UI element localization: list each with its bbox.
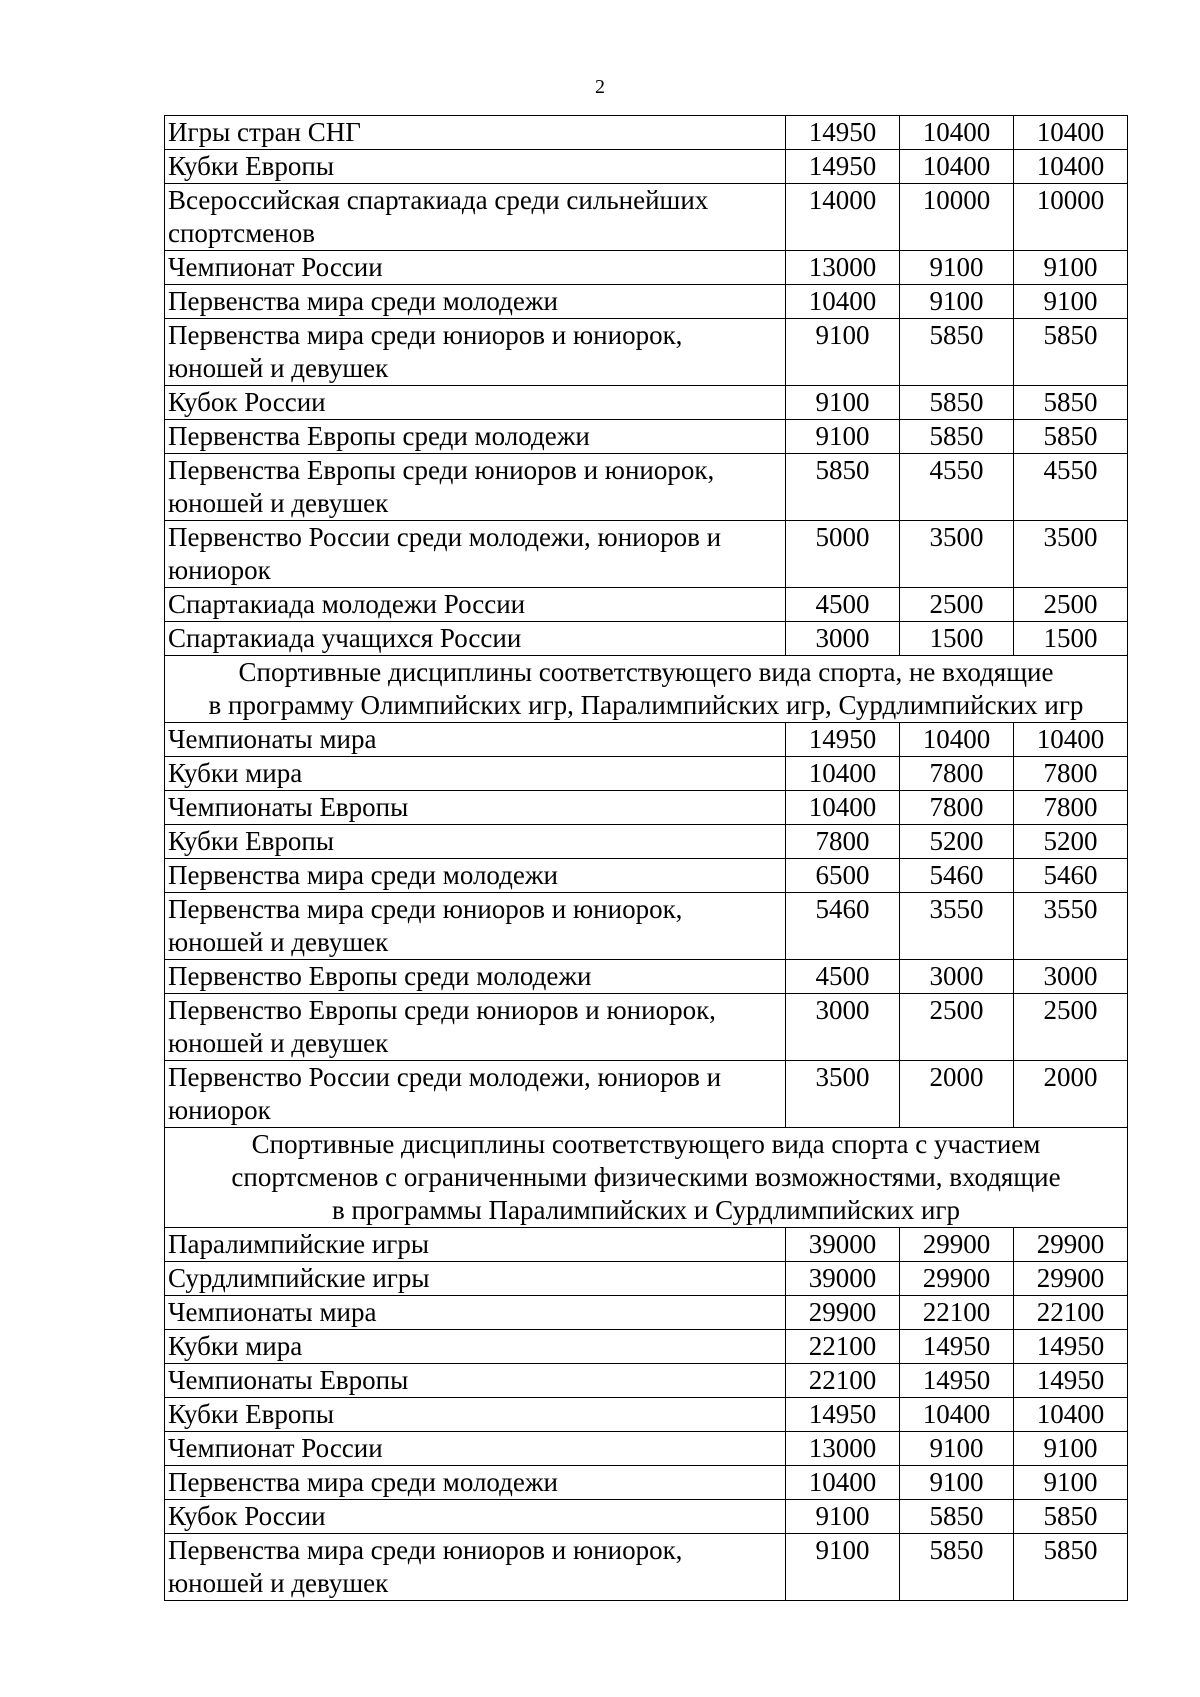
table-row [165, 1466, 1128, 1500]
competition-name-cell: Спартакиада учащихся России [165, 622, 786, 656]
value-cell-1: 4500 [786, 588, 900, 622]
table-row [165, 791, 1128, 825]
value-cell-2: 14950 [900, 1364, 1014, 1398]
competition-name-cell: Первенства мира среди юниоров и юниорок, юношей и девушек [165, 1534, 786, 1601]
competition-name-cell: Кубки мира [165, 1330, 786, 1364]
table-row [165, 285, 1128, 319]
value-cell-3: 9100 [1014, 1466, 1128, 1500]
value-cell-1: 10400 [786, 757, 900, 791]
value-cell-2: 3500 [900, 521, 1014, 588]
table-row [165, 184, 1128, 251]
value-cell-2: 2500 [900, 588, 1014, 622]
value-cell-1: 14950 [786, 1398, 900, 1432]
value-cell-2: 2000 [900, 1061, 1014, 1128]
value-cell-3: 5850 [1014, 1500, 1128, 1534]
value-cell-1: 10400 [786, 285, 900, 319]
table-row [165, 960, 1128, 994]
table-row [165, 454, 1128, 521]
value-cell-1: 22100 [786, 1364, 900, 1398]
value-cell-3: 14950 [1014, 1330, 1128, 1364]
value-cell-3: 5850 [1014, 420, 1128, 454]
value-cell-1: 9100 [786, 386, 900, 420]
value-cell-3: 5200 [1014, 825, 1128, 859]
value-cell-2: 1500 [900, 622, 1014, 656]
competition-name-cell: Спартакиада молодежи России [165, 588, 786, 622]
competition-name-cell: Кубки Европы [165, 825, 786, 859]
value-cell-2: 7800 [900, 791, 1014, 825]
value-cell-3: 10400 [1014, 116, 1128, 150]
competition-name-cell: Первенства мира среди юниоров и юниорок, юношей и девушек [165, 893, 786, 960]
value-cell-2: 10400 [900, 723, 1014, 757]
value-cell-1: 13000 [786, 1432, 900, 1466]
value-cell-2: 10400 [900, 150, 1014, 184]
competition-name-cell: Первенства Европы среди молодежи [165, 420, 786, 454]
value-cell-2: 5850 [900, 420, 1014, 454]
competition-name-cell: Первенство Европы среди молодежи [165, 960, 786, 994]
value-cell-2: 3550 [900, 893, 1014, 960]
section-heading-row [165, 656, 1128, 723]
value-cell-1: 6500 [786, 859, 900, 893]
rates-table [164, 115, 1128, 1601]
value-cell-3: 2500 [1014, 588, 1128, 622]
value-cell-1: 22100 [786, 1330, 900, 1364]
value-cell-2: 5460 [900, 859, 1014, 893]
value-cell-2: 14950 [900, 1330, 1014, 1364]
competition-name-cell: Первенства мира среди молодежи [165, 859, 786, 893]
value-cell-3: 5850 [1014, 386, 1128, 420]
value-cell-1: 3000 [786, 622, 900, 656]
value-cell-1: 39000 [786, 1228, 900, 1262]
section-heading-row [165, 1128, 1128, 1228]
value-cell-3: 10400 [1014, 1398, 1128, 1432]
value-cell-2: 7800 [900, 757, 1014, 791]
value-cell-3: 5850 [1014, 1534, 1128, 1601]
table-row [165, 386, 1128, 420]
competition-name-cell: Первенства Европы среди юниоров и юниорок, юношей и девушек [165, 454, 786, 521]
competition-name-cell: Всероссийская спартакиада среди сильнейших спортсменов [165, 184, 786, 251]
value-cell-1: 5460 [786, 893, 900, 960]
competition-name-cell: Чемпионат России [165, 1432, 786, 1466]
value-cell-1: 13000 [786, 251, 900, 285]
value-cell-3: 5850 [1014, 319, 1128, 386]
competition-name-cell: Сурдлимпийские игры [165, 1262, 786, 1296]
value-cell-3: 29900 [1014, 1262, 1128, 1296]
value-cell-2: 9100 [900, 251, 1014, 285]
value-cell-3: 3500 [1014, 521, 1128, 588]
competition-name-cell: Первенство России среди молодежи, юниоров и юниорок [165, 1061, 786, 1128]
table-row [165, 1364, 1128, 1398]
value-cell-3: 10400 [1014, 723, 1128, 757]
table-row [165, 723, 1128, 757]
table-row [165, 116, 1128, 150]
competition-name-cell: Первенства мира среди молодежи [165, 1466, 786, 1500]
value-cell-2: 29900 [900, 1228, 1014, 1262]
competition-name-cell: Чемпионат России [165, 251, 786, 285]
table-row [165, 757, 1128, 791]
value-cell-2: 5850 [900, 319, 1014, 386]
competition-name-cell: Кубки Европы [165, 150, 786, 184]
value-cell-1: 9100 [786, 1500, 900, 1534]
value-cell-1: 3500 [786, 1061, 900, 1128]
value-cell-3: 29900 [1014, 1228, 1128, 1262]
competition-name-cell: Игры стран СНГ [165, 116, 786, 150]
value-cell-2: 29900 [900, 1262, 1014, 1296]
value-cell-2: 4550 [900, 454, 1014, 521]
value-cell-1: 4500 [786, 960, 900, 994]
value-cell-2: 2500 [900, 994, 1014, 1061]
value-cell-1: 14000 [786, 184, 900, 251]
value-cell-3: 2000 [1014, 1061, 1128, 1128]
value-cell-1: 39000 [786, 1262, 900, 1296]
competition-name-cell: Чемпионаты мира [165, 1296, 786, 1330]
value-cell-3: 1500 [1014, 622, 1128, 656]
value-cell-3: 22100 [1014, 1296, 1128, 1330]
value-cell-3: 14950 [1014, 1364, 1128, 1398]
table-row [165, 1296, 1128, 1330]
value-cell-3: 2500 [1014, 994, 1128, 1061]
value-cell-1: 10400 [786, 791, 900, 825]
competition-name-cell: Первенство России среди молодежи, юниоров и юниорок [165, 521, 786, 588]
value-cell-1: 3000 [786, 994, 900, 1061]
section-heading: Спортивные дисциплины соответствующего вида спорта с участием спортсменов с ограниченными физическими возможностями, входящие в программы Паралимпийских и Сурдлимпийских игр [165, 1128, 1128, 1228]
value-cell-3: 10400 [1014, 150, 1128, 184]
value-cell-3: 3550 [1014, 893, 1128, 960]
value-cell-2: 3000 [900, 960, 1014, 994]
value-cell-2: 5850 [900, 1500, 1014, 1534]
competition-name-cell: Кубок России [165, 386, 786, 420]
competition-name-cell: Паралимпийские игры [165, 1228, 786, 1262]
value-cell-2: 10000 [900, 184, 1014, 251]
table-row [165, 588, 1128, 622]
value-cell-1: 10400 [786, 1466, 900, 1500]
table-row [165, 859, 1128, 893]
value-cell-3: 4550 [1014, 454, 1128, 521]
competition-name-cell: Кубки Европы [165, 1398, 786, 1432]
table-row [165, 893, 1128, 960]
competition-name-cell: Кубок России [165, 1500, 786, 1534]
value-cell-1: 5850 [786, 454, 900, 521]
value-cell-1: 9100 [786, 319, 900, 386]
table-row [165, 1262, 1128, 1296]
competition-name-cell: Чемпионаты Европы [165, 791, 786, 825]
page-number: 2 [595, 76, 605, 98]
table-body [165, 116, 1128, 1601]
value-cell-3: 9100 [1014, 285, 1128, 319]
value-cell-2: 22100 [900, 1296, 1014, 1330]
value-cell-3: 9100 [1014, 251, 1128, 285]
value-cell-3: 3000 [1014, 960, 1128, 994]
value-cell-1: 14950 [786, 116, 900, 150]
table-row [165, 319, 1128, 386]
table-row [165, 622, 1128, 656]
table-row [165, 1534, 1128, 1601]
table-row [165, 994, 1128, 1061]
table-row [165, 1330, 1128, 1364]
value-cell-2: 5850 [900, 1534, 1014, 1601]
table-row [165, 521, 1128, 588]
value-cell-1: 9100 [786, 420, 900, 454]
value-cell-2: 10400 [900, 116, 1014, 150]
table-row [165, 825, 1128, 859]
section-heading: Спортивные дисциплины соответствующего вида спорта, не входящие в программу Олимпийских игр, Паралимпийских игр, Сурдлимпийских игр [165, 656, 1128, 723]
competition-name-cell: Кубки мира [165, 757, 786, 791]
table-row [165, 1500, 1128, 1534]
table-row [165, 1398, 1128, 1432]
value-cell-3: 9100 [1014, 1432, 1128, 1466]
value-cell-2: 9100 [900, 285, 1014, 319]
value-cell-1: 14950 [786, 723, 900, 757]
value-cell-2: 5850 [900, 386, 1014, 420]
value-cell-3: 7800 [1014, 757, 1128, 791]
value-cell-3: 10000 [1014, 184, 1128, 251]
value-cell-1: 29900 [786, 1296, 900, 1330]
table-row [165, 251, 1128, 285]
value-cell-2: 9100 [900, 1466, 1014, 1500]
table-row [165, 1061, 1128, 1128]
value-cell-1: 14950 [786, 150, 900, 184]
competition-name-cell: Чемпионаты Европы [165, 1364, 786, 1398]
value-cell-3: 7800 [1014, 791, 1128, 825]
table-row [165, 150, 1128, 184]
value-cell-3: 5460 [1014, 859, 1128, 893]
table-row [165, 1432, 1128, 1466]
competition-name-cell: Чемпионаты мира [165, 723, 786, 757]
table-row [165, 420, 1128, 454]
value-cell-2: 9100 [900, 1432, 1014, 1466]
value-cell-1: 5000 [786, 521, 900, 588]
value-cell-2: 10400 [900, 1398, 1014, 1432]
value-cell-2: 5200 [900, 825, 1014, 859]
value-cell-1: 9100 [786, 1534, 900, 1601]
competition-name-cell: Первенство Европы среди юниоров и юниорок, юношей и девушек [165, 994, 786, 1061]
table-row [165, 1228, 1128, 1262]
value-cell-1: 7800 [786, 825, 900, 859]
competition-name-cell: Первенства мира среди молодежи [165, 285, 786, 319]
competition-name-cell: Первенства мира среди юниоров и юниорок, юношей и девушек [165, 319, 786, 386]
